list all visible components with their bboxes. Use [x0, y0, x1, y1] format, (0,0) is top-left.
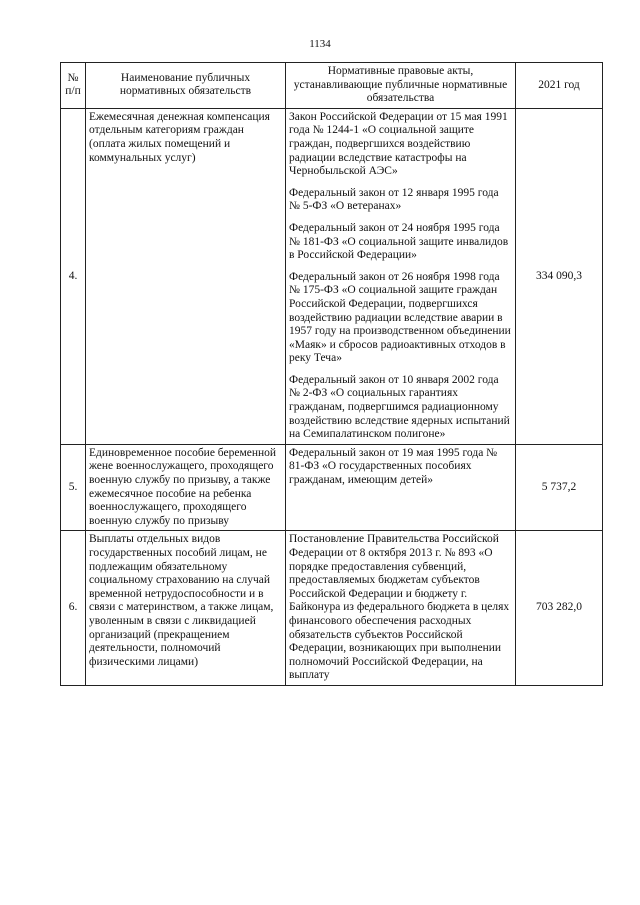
header-year: 2021 год	[516, 63, 603, 109]
obligation-name: Единовременное пособие беременной жене военнослужащего, проходящего военную службу по призыву, а также ежемесячное пособие на ребенка военнослужащего, проходящего военную службу по призыву	[86, 444, 286, 531]
amount-2021: 334 090,3	[516, 108, 603, 444]
row-number: 5.	[61, 444, 86, 531]
table-row	[61, 108, 603, 444]
legal-acts	[286, 444, 516, 531]
legal-act: Постановление Правительства Российской Федерации от 8 октября 2013 г. № 893 «О порядке предоставления субвенций, предоставляемых бюджетам субъектов Российской Федерации и бюджету г. Байконура из федерального бюджета в целях финансового обеспечения расходных обязательств субъектов Российской Федерации, возникающих при выполнении полномочий Российской Федерации, на выплату	[289, 533, 510, 682]
legal-acts	[286, 531, 516, 686]
legal-act: Федеральный закон от 12 января 1995 года № 5-ФЗ «О ветеранах»	[289, 186, 499, 213]
obligation-name: Ежемесячная денежная компенсация отдельным категориям граждан (оплата жилых помещений и коммунальных услуг)	[86, 108, 286, 444]
legal-act: Федеральный закон от 19 мая 1995 года № 81-ФЗ «О государственных пособиях гражданам, имеющим детей»	[289, 446, 498, 487]
table-header-row	[61, 63, 603, 109]
legal-act: Закон Российской Федерации от 15 мая 1991 года № 1244-1 «О социальной защите граждан, подвергшихся воздействию радиации вследствие катастрофы на Чернобыльской АЭС»	[289, 110, 508, 178]
header-num: № п/п	[61, 63, 86, 109]
table-row	[61, 531, 603, 686]
obligations-table	[60, 62, 603, 686]
legal-acts	[286, 108, 516, 444]
legal-act: Федеральный закон от 10 января 2002 года № 2-ФЗ «О социальных гарантиях гражданам, подвергшимся радиационному воздействию вследствие ядерных испытаний на Семипалатинском полигоне»	[289, 373, 510, 441]
amount-2021: 5 737,2	[516, 444, 603, 531]
amount-2021: 703 282,0	[516, 531, 603, 686]
legal-act: Федеральный закон от 26 ноября 1998 года № 175-ФЗ «О социальной защите граждан Российской Федерации, подвергшихся воздействию радиации вследствие аварии в 1957 году на производственном объединении «Маяк» и сбросов радиоактивных отходов в реку Теча»	[289, 270, 511, 365]
header-name: Наименование публичных нормативных обязательств	[86, 63, 286, 109]
legal-act: Федеральный закон от 24 ноября 1995 года № 181-ФЗ «О социальной защите инвалидов в Российской Федерации»	[289, 221, 509, 262]
obligation-name: Выплаты отдельных видов государственных пособий лицам, не подлежащим обязательному социальному страхованию на случай временной нетрудоспособности и в связи с материнством, а также лицам, уволенным в связи с ликвидацией организаций (прекращением деятельности, полномочий физическими лицами)	[86, 531, 286, 686]
row-number: 4.	[61, 108, 86, 444]
header-acts: Нормативные правовые акты, устанавливающие публичные нормативные обязательства	[286, 63, 516, 109]
page-number: 1134	[309, 38, 331, 50]
table-row	[61, 444, 603, 531]
row-number: 6.	[61, 531, 86, 686]
